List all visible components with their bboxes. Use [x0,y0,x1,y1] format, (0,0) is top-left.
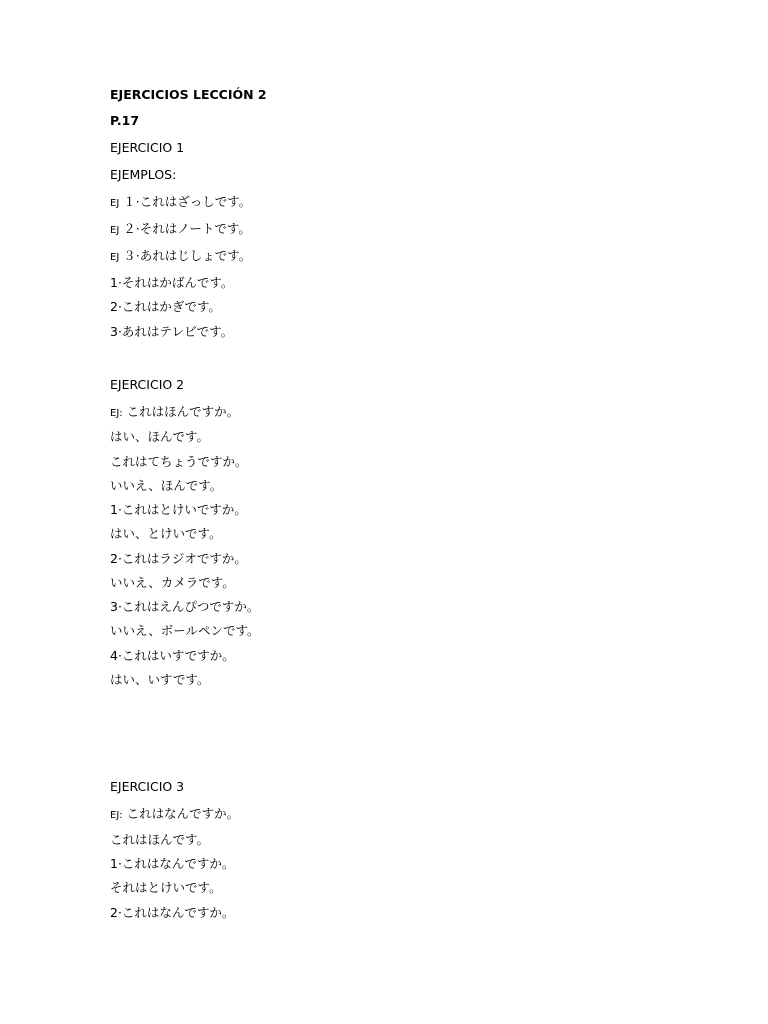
exercise-2-line: これはてちょうですか。 [110,454,248,469]
exercise-3-heading: EJERCICIO 3 [110,779,185,794]
page-reference: P.17 [110,113,140,128]
exercise-3-example [110,806,239,824]
example-line-1 [110,194,251,212]
exercise-2-line: いいえ、ボールペンです。 [110,623,260,638]
exercise-2-example [110,404,239,422]
example-text: １·これはざっしです。 [123,194,252,209]
examples-label: EJEMPLOS: [110,167,177,182]
exercise-3-line: それはとけいです。 [110,880,222,895]
answer-line: 2·これはかぎです。 [110,299,221,314]
example-prefix: EJ [110,225,120,236]
exercise-3-line: これはほんです。 [110,832,210,847]
example-line-3 [110,248,251,266]
exercise-1-heading: EJERCICIO 1 [110,140,185,155]
exercise-2-line: 2·これはラジオですか。 [110,551,247,566]
exercise-2-line: いいえ、カメラです。 [110,575,235,590]
exercise-2-line: はい、とけいです。 [110,526,222,541]
exercise-2-line: 4·これはいすですか。 [110,648,235,663]
document-title: EJERCICIOS LECCIÓN 2 [110,87,267,102]
example-text: これはほんですか。 [122,404,240,419]
exercise-2-line: いいえ、ほんです。 [110,478,223,493]
example-text: ３·あれはじしょです。 [123,248,252,263]
exercise-2-line: はい、いすです。 [110,672,210,687]
exercise-2-heading: EJERCICIO 2 [110,377,185,392]
example-prefix: EJ [110,198,120,209]
example-prefix: EJ: [110,810,123,821]
example-text: これはなんですか。 [122,806,240,821]
answer-line: 3·あれはテレビです。 [110,324,234,339]
exercise-3-line: 1·これはなんですか。 [110,856,235,871]
example-line-2 [110,221,251,239]
example-prefix: EJ: [110,408,123,419]
exercise-2-line: 3·これはえんぴつですか。 [110,599,260,614]
example-text: ２·それはノートです。 [123,221,251,236]
answer-line: 1·それはかばんです。 [110,275,234,290]
exercise-2-line: 1·これはとけいですか。 [110,502,247,517]
example-prefix: EJ [110,252,120,263]
exercise-3-line: 2·これはなんですか。 [110,905,235,920]
exercise-2-line: はい、ほんです。 [110,429,210,444]
